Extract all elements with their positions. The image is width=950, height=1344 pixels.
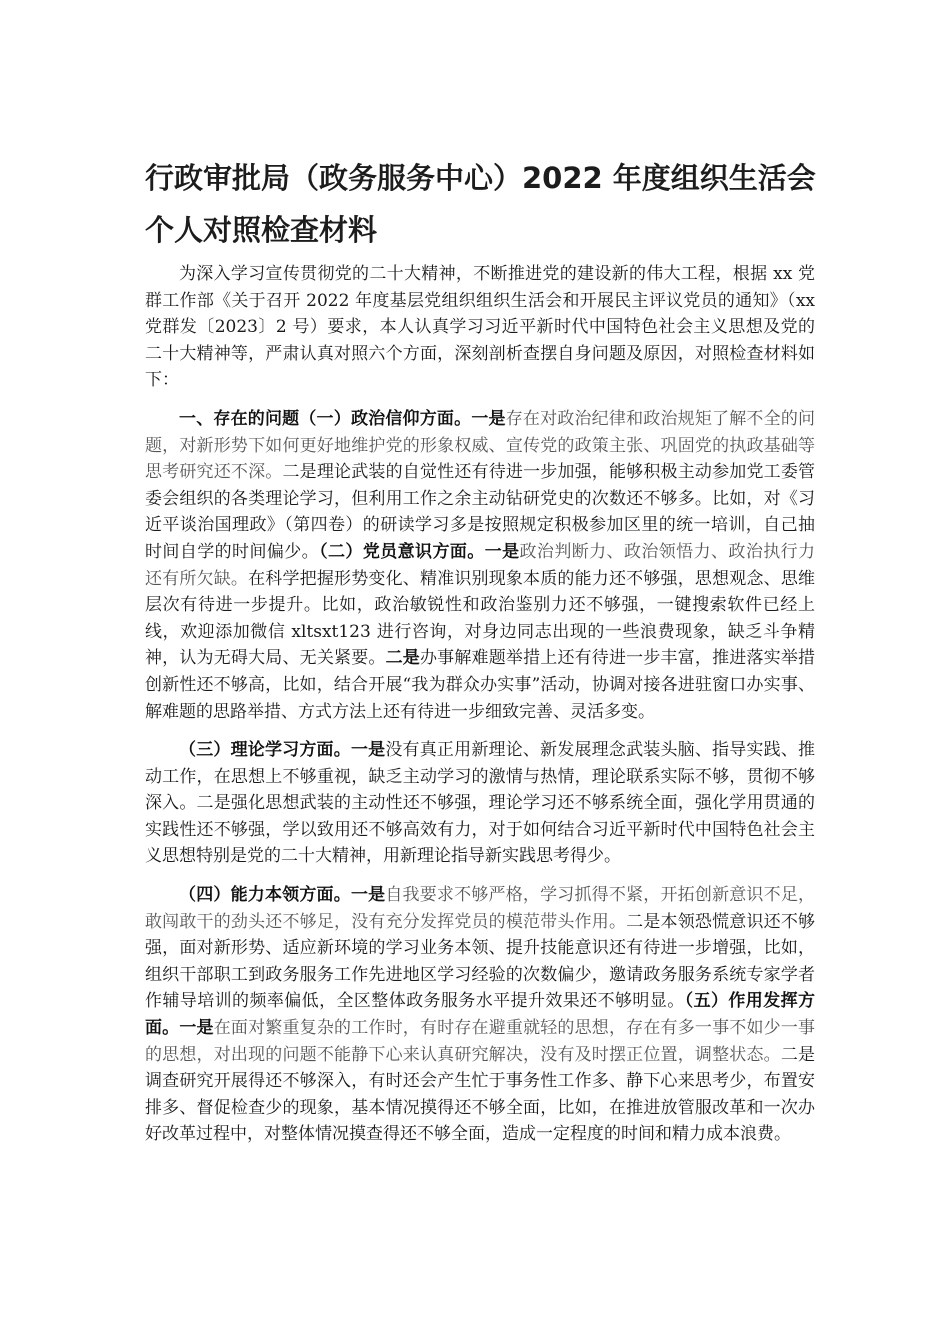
section-5-text-2: 二是调查研究开展得还不够深入，有时还会产生忙于事务性工作多、静下心来思考少，布置安排多、督促检查少的现象，基本情况摸得还不够全面，比如，在推进放管服改革和一次办好改革过程中，对整体情况摸查得还不够全面，造成一定程度的时间和精力成本浪费。: [145, 1044, 816, 1145]
section-2-text-2: 在科学把握形势变化、精准识别现象本质的能力还不够强，思想观念、思维层次有待进一步提升。比如，政治敏锐性和政治鉴别力还不够强，一键搜索软件已经上线，欢迎添加微信 xltsxt123 进行咨询，对身边同志出现的一些浪费现象，缺乏斗争精神，认为无碍大局、无关紧要。: [145, 568, 816, 669]
title-line-1: 行政审批局（政务服务中心）2022 年度组织生活会: [145, 161, 816, 195]
section-1-paragraph: [145, 406, 815, 725]
section-2-lead-1: 一是: [484, 541, 520, 562]
section-1-text-2: 二是理论武装的自觉性还有待进一步加强，能够积极主动参加党工委管委会组织的各类理论学习，但利用工作之余主动钻研党史的次数还不够多。比如，对《习近平谈治国理政》（第四卷）的研读学习多是按照规定积极参加区里的统一培训，自己抽时间自学的时间偏少。: [145, 462, 816, 562]
section-3-lead-1: 一是: [350, 740, 386, 761]
section-1-text-1: 存在对政治纪律和政治规矩了解不全的问题，对新形势下如何更好地维护党的形象权威、宣传党的政策主张、巩固党的执政基础等思考研究还不深。: [145, 408, 816, 483]
section-3-heading: （三）理论学习方面。: [179, 740, 351, 761]
page-title: [145, 152, 845, 256]
section-5-lead-1: 一是: [179, 1018, 214, 1039]
document-body: [145, 261, 815, 1148]
section-5-heading: （五）作用发挥方面。: [145, 991, 816, 1039]
section-2-text-1: 政治判断力、政治领悟力、政治执行力还有所欠缺。: [145, 541, 816, 589]
section-3-paragraph: [145, 737, 815, 870]
section-4-lead-1: 一是: [350, 885, 386, 906]
section-4-paragraph: [145, 882, 815, 1148]
section-2-heading: （二）党员意识方面。: [319, 541, 485, 562]
section-1-lead-1: 一是: [471, 408, 506, 429]
title-line-2: 个人对照检查材料: [145, 213, 378, 247]
section-2-lead-2: 二是: [385, 648, 420, 669]
section-3-text: 没有真正用新理论、新发展理念武装头脑、指导实践、推动工作，在思想上不够重视，缺乏主动学习的激情与热情，理论联系实际不够，贯彻不够深入。二是强化思想武装的主动性还不够强，理论学习还不够系统全面，强化学用贯通的实践性还不够强，学以致用还不够高效有力，对于如何结合习近平新时代中国特色社会主义思想特别是党的二十大精神，用新理论指导新实践思考得少。: [145, 740, 816, 867]
intro-paragraph: 为深入学习宣传贯彻党的二十大精神，不断推进党的建设新的伟大工程，根据 xx 党群工作部《关于召开 2022 年度基层党组织组织生活会和开展民主评议党员的通知》（xx 党群发〔2023〕2 号）要求，本人认真学习习近平新时代中国特色社会主义思想及党的二十大精神等，严肃认真对照六个方面，深刻剖析查摆自身问题及原因，对照检查材料如下：: [145, 264, 815, 391]
section-4-heading: （四）能力本领方面。: [179, 885, 351, 906]
section-4-text-2: 二是本领恐慌意识还不够强，面对新形势、适应新环境的学习业务本领、提升技能意识还有待进一步增强，比如，组织干部职工到政务服务工作先进地区学习经验的次数偏少，邀请政务服务系统专家学者作辅导培训的频率偏低，全区整体政务服务水平提升效果还不够明显。: [145, 911, 816, 1012]
section-2-text-3: 办事解难题举措上还有待进一步丰富，推进落实举措创新性还不够高，比如，结合开展“我为群众办实事”活动，协调对接各进驻窗口办实事、解难题的思路举措、方式方法上还有待进一步细致完善、灵活多变。: [145, 648, 816, 722]
section-5-text-1: 在面对繁重复杂的工作时，有时存在避重就轻的思想，存在有多一事不如少一事的思想，对出现的问题不能静下心来认真研究解决，没有及时摆正位置，调整状态。: [145, 1018, 816, 1065]
section-4-text-1: 自我要求不够严格，学习抓得不紧，开拓创新意识不足，敢闯敢干的劲头还不够足，没有充分发挥党员的模范带头作用。: [145, 885, 816, 932]
section-1-heading: 一、存在的问题（一）政治信仰方面。: [179, 408, 472, 429]
